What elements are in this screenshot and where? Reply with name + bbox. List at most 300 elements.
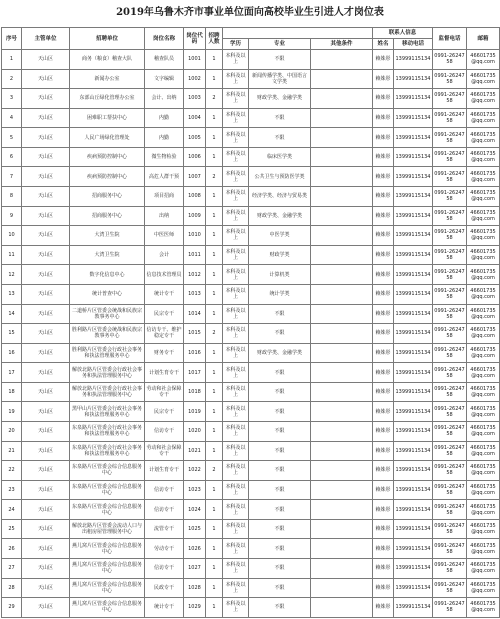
contact-name-cell: 赖姝彤 xyxy=(373,598,394,618)
header-supervise: 监督电话 xyxy=(433,28,467,50)
unit-cell: 东泉路片区管委会综合信息服务中心 xyxy=(70,480,145,500)
seq-cell: 29 xyxy=(2,598,22,618)
contact-name-cell: 赖姝彤 xyxy=(373,500,394,520)
major-cell: 统计学类 xyxy=(249,284,311,304)
code-cell: 1026 xyxy=(184,539,206,559)
count-cell: 1 xyxy=(206,147,223,167)
count-cell: 1 xyxy=(206,578,223,598)
other-cell xyxy=(311,480,373,500)
seq-cell: 21 xyxy=(2,441,22,461)
contact-name-cell: 赖姝彤 xyxy=(373,461,394,481)
count-cell: 1 xyxy=(206,265,223,285)
supervise-phone-cell: 0991-2624758 xyxy=(433,245,467,265)
dept-cell: 天山区 xyxy=(22,363,70,383)
supervise-phone-cell: 0991-2624758 xyxy=(433,108,467,128)
code-cell: 1028 xyxy=(184,578,206,598)
seq-cell: 7 xyxy=(2,167,22,187)
code-cell: 1018 xyxy=(184,382,206,402)
dept-cell: 天山区 xyxy=(22,559,70,579)
mobile-cell: 13999115134 xyxy=(394,402,433,422)
count-cell: 1 xyxy=(206,245,223,265)
dept-cell: 天山区 xyxy=(22,500,70,520)
count-cell: 1 xyxy=(206,539,223,559)
email-cell: 46601735@qq.com xyxy=(467,108,500,128)
header-contact: 联系人信息 xyxy=(373,28,433,39)
table-row xyxy=(2,500,500,520)
major-cell: 不限 xyxy=(249,50,311,70)
major-cell: 不限 xyxy=(249,128,311,148)
edu-cell: 本科及以上 xyxy=(223,480,249,500)
major-cell: 经济学类、经济与贸易类 xyxy=(249,187,311,207)
email-cell: 46601735@qq.com xyxy=(467,187,500,207)
dept-cell: 天山区 xyxy=(22,50,70,70)
dept-cell: 天山区 xyxy=(22,421,70,441)
seq-cell: 25 xyxy=(2,519,22,539)
table-row xyxy=(2,363,500,383)
table-row xyxy=(2,539,500,559)
post-cell: 民政专干 xyxy=(145,578,184,598)
unit-cell: 招商服务中心 xyxy=(70,206,145,226)
mobile-cell: 13999115134 xyxy=(394,343,433,363)
supervise-phone-cell: 0991-2624758 xyxy=(433,382,467,402)
post-cell: 会计、出纳 xyxy=(145,89,184,109)
unit-cell: 解放北路片区管委会行政社会事务和执法管理服务中心 xyxy=(70,382,145,402)
table-row xyxy=(2,402,500,422)
edu-cell: 本科及以上 xyxy=(223,167,249,187)
unit-cell: 新闻办公室 xyxy=(70,69,145,89)
unit-cell: 东泉路片区管委会行政社会事务和执法管理服务中心 xyxy=(70,421,145,441)
contact-name-cell: 赖姝彤 xyxy=(373,402,394,422)
supervise-phone-cell: 0991-2624758 xyxy=(433,89,467,109)
other-cell xyxy=(311,500,373,520)
major-cell: 不限 xyxy=(249,441,311,461)
other-cell xyxy=(311,50,373,70)
unit-cell: 东泉路片区管委会综合信息服务中心 xyxy=(70,461,145,481)
post-cell: 内勤 xyxy=(145,108,184,128)
mobile-cell: 13999115134 xyxy=(394,304,433,324)
post-cell: 统计专干 xyxy=(145,598,184,618)
count-cell: 1 xyxy=(206,421,223,441)
other-cell xyxy=(311,226,373,246)
code-cell: 1016 xyxy=(184,343,206,363)
edu-cell: 本科及以上 xyxy=(223,402,249,422)
other-cell xyxy=(311,441,373,461)
table-row xyxy=(2,421,500,441)
email-cell: 46601735@qq.com xyxy=(467,206,500,226)
seq-cell: 23 xyxy=(2,480,22,500)
contact-name-cell: 赖姝彤 xyxy=(373,559,394,579)
contact-name-cell: 赖姝彤 xyxy=(373,519,394,539)
mobile-cell: 13999115134 xyxy=(394,128,433,148)
email-cell: 46601735@qq.com xyxy=(467,343,500,363)
unit-cell: 东部山丘绿化管理办公室 xyxy=(70,89,145,109)
other-cell xyxy=(311,598,373,618)
supervise-phone-cell: 0991-2624758 xyxy=(433,441,467,461)
major-cell: 中医学类 xyxy=(249,226,311,246)
supervise-phone-cell: 0991-2624758 xyxy=(433,598,467,618)
unit-cell: 燕儿窝片区管委会综合信息服务中心 xyxy=(70,598,145,618)
post-cell: 会计 xyxy=(145,245,184,265)
dept-cell: 天山区 xyxy=(22,128,70,148)
email-cell: 46601735@qq.com xyxy=(467,480,500,500)
other-cell xyxy=(311,402,373,422)
code-cell: 1015 xyxy=(184,324,206,344)
count-cell: 2 xyxy=(206,461,223,481)
unit-cell: 燕儿窝片区管委会综合信息服务中心 xyxy=(70,559,145,579)
other-cell xyxy=(311,284,373,304)
post-cell: 项目招商 xyxy=(145,187,184,207)
code-cell: 1007 xyxy=(184,167,206,187)
table-row xyxy=(2,108,500,128)
major-cell: 不限 xyxy=(249,539,311,559)
unit-cell: 招商服务中心 xyxy=(70,187,145,207)
supervise-phone-cell: 0991-2624758 xyxy=(433,187,467,207)
mobile-cell: 13999115134 xyxy=(394,50,433,70)
email-cell: 46601735@qq.com xyxy=(467,441,500,461)
table-row xyxy=(2,245,500,265)
seq-cell: 11 xyxy=(2,245,22,265)
major-cell: 财政学类、金融学类 xyxy=(249,343,311,363)
contact-name-cell: 赖姝彤 xyxy=(373,128,394,148)
edu-cell: 本科及以上 xyxy=(223,50,249,70)
header-unit: 招聘单位 xyxy=(70,28,145,50)
seq-cell: 16 xyxy=(2,343,22,363)
unit-cell: 困难职工帮扶中心 xyxy=(70,108,145,128)
unit-cell: 解放北路片区管委会流动人口与出租房屋管理服务中心 xyxy=(70,519,145,539)
other-cell xyxy=(311,382,373,402)
post-cell: 信访专干 xyxy=(145,559,184,579)
seq-cell: 9 xyxy=(2,206,22,226)
email-cell: 46601735@qq.com xyxy=(467,284,500,304)
supervise-phone-cell: 0991-2624758 xyxy=(433,363,467,383)
mobile-cell: 13999115134 xyxy=(394,265,433,285)
edu-cell: 本科及以上 xyxy=(223,89,249,109)
count-cell: 1 xyxy=(206,363,223,383)
post-cell: 财务专干 xyxy=(145,343,184,363)
count-cell: 1 xyxy=(206,128,223,148)
seq-cell: 3 xyxy=(2,89,22,109)
table-row xyxy=(2,343,500,363)
email-cell: 46601735@qq.com xyxy=(467,363,500,383)
table-row xyxy=(2,89,500,109)
major-cell: 财政学类 xyxy=(249,245,311,265)
dept-cell: 天山区 xyxy=(22,226,70,246)
header-post: 岗位名称 xyxy=(145,28,184,50)
dept-cell: 天山区 xyxy=(22,284,70,304)
table-row xyxy=(2,187,500,207)
edu-cell: 本科及以上 xyxy=(223,245,249,265)
email-cell: 46601735@qq.com xyxy=(467,50,500,70)
contact-name-cell: 赖姝彤 xyxy=(373,421,394,441)
code-cell: 1029 xyxy=(184,598,206,618)
mobile-cell: 13999115134 xyxy=(394,147,433,167)
contact-name-cell: 赖姝彤 xyxy=(373,89,394,109)
table-row xyxy=(2,147,500,167)
edu-cell: 本科及以上 xyxy=(223,265,249,285)
edu-cell: 本科及以上 xyxy=(223,519,249,539)
mobile-cell: 13999115134 xyxy=(394,421,433,441)
other-cell xyxy=(311,461,373,481)
other-cell xyxy=(311,363,373,383)
major-cell: 不限 xyxy=(249,500,311,520)
major-cell: 不限 xyxy=(249,108,311,128)
edu-cell: 本科及以上 xyxy=(223,382,249,402)
edu-cell: 本科及以上 xyxy=(223,598,249,618)
post-cell: 流管专干 xyxy=(145,519,184,539)
email-cell: 46601735@qq.com xyxy=(467,402,500,422)
contact-name-cell: 赖姝彤 xyxy=(373,147,394,167)
major-cell: 临床医学类 xyxy=(249,147,311,167)
code-cell: 1013 xyxy=(184,284,206,304)
code-cell: 1006 xyxy=(184,147,206,167)
table-row xyxy=(2,284,500,304)
seq-cell: 10 xyxy=(2,226,22,246)
edu-cell: 本科及以上 xyxy=(223,363,249,383)
email-cell: 46601735@qq.com xyxy=(467,128,500,148)
code-cell: 1003 xyxy=(184,89,206,109)
email-cell: 46601735@qq.com xyxy=(467,539,500,559)
code-cell: 1009 xyxy=(184,206,206,226)
other-cell xyxy=(311,167,373,187)
table-row xyxy=(2,480,500,500)
seq-cell: 18 xyxy=(2,382,22,402)
other-cell xyxy=(311,559,373,579)
contact-name-cell: 赖姝彤 xyxy=(373,265,394,285)
contact-name-cell: 赖姝彤 xyxy=(373,441,394,461)
count-cell: 1 xyxy=(206,304,223,324)
edu-cell: 本科及以上 xyxy=(223,539,249,559)
code-cell: 1025 xyxy=(184,519,206,539)
count-cell: 1 xyxy=(206,206,223,226)
dept-cell: 天山区 xyxy=(22,206,70,226)
post-cell: 信访专干 xyxy=(145,500,184,520)
code-cell: 1020 xyxy=(184,421,206,441)
table-row xyxy=(2,265,500,285)
major-cell: 不限 xyxy=(249,324,311,344)
post-cell: 劳动和社会保障专干 xyxy=(145,441,184,461)
dept-cell: 天山区 xyxy=(22,245,70,265)
mobile-cell: 13999115134 xyxy=(394,500,433,520)
seq-cell: 5 xyxy=(2,128,22,148)
code-cell: 1005 xyxy=(184,128,206,148)
email-cell: 46601735@qq.com xyxy=(467,69,500,89)
post-cell: 信息技术管理员 xyxy=(145,265,184,285)
code-cell: 1001 xyxy=(184,50,206,70)
page-title: 2019年乌鲁木齐市事业单位面向高校毕业生引进人才岗位表 xyxy=(116,7,384,18)
unit-cell: 数字化信息中心 xyxy=(70,265,145,285)
post-cell: 中医医师 xyxy=(145,226,184,246)
seq-cell: 26 xyxy=(2,539,22,559)
count-cell: 1 xyxy=(206,50,223,70)
edu-cell: 本科及以上 xyxy=(223,441,249,461)
unit-cell: 胜利路片区管委会行政社会事务和执法管理服务中心 xyxy=(70,343,145,363)
mobile-cell: 13999115134 xyxy=(394,89,433,109)
major-cell: 财政学类、金融学类 xyxy=(249,89,311,109)
seq-cell: 17 xyxy=(2,363,22,383)
header-edu: 学历 xyxy=(223,39,249,50)
unit-cell: 黑甲山片区管委会行政社会事务和执法管理服务中心 xyxy=(70,402,145,422)
supervise-phone-cell: 0991-2624758 xyxy=(433,480,467,500)
major-cell: 不限 xyxy=(249,519,311,539)
contact-name-cell: 赖姝彤 xyxy=(373,578,394,598)
code-cell: 1002 xyxy=(184,69,206,89)
code-cell: 1014 xyxy=(184,304,206,324)
major-cell: 不限 xyxy=(249,402,311,422)
post-cell: 劳动专干 xyxy=(145,539,184,559)
dept-cell: 天山区 xyxy=(22,167,70,187)
table-row xyxy=(2,461,500,481)
post-cell: 计划生育专干 xyxy=(145,363,184,383)
table-row xyxy=(2,382,500,402)
edu-cell: 本科及以上 xyxy=(223,461,249,481)
contact-name-cell: 赖姝彤 xyxy=(373,284,394,304)
email-cell: 46601735@qq.com xyxy=(467,500,500,520)
supervise-phone-cell: 0991-2624758 xyxy=(433,167,467,187)
mobile-cell: 13999115134 xyxy=(394,245,433,265)
post-cell: 民宗专干 xyxy=(145,402,184,422)
supervise-phone-cell: 0991-2624758 xyxy=(433,50,467,70)
header-requirements-group xyxy=(223,28,373,39)
seq-cell: 14 xyxy=(2,304,22,324)
email-cell: 46601735@qq.com xyxy=(467,382,500,402)
dept-cell: 天山区 xyxy=(22,519,70,539)
dept-cell: 天山区 xyxy=(22,69,70,89)
code-cell: 1012 xyxy=(184,265,206,285)
post-cell: 信访专干 xyxy=(145,480,184,500)
supervise-phone-cell: 0991-2624758 xyxy=(433,128,467,148)
count-cell: 2 xyxy=(206,89,223,109)
count-cell: 1 xyxy=(206,382,223,402)
supervise-phone-cell: 0991-2624758 xyxy=(433,500,467,520)
unit-cell: 东泉路片区管委会综合信息服务中心 xyxy=(70,500,145,520)
other-cell xyxy=(311,265,373,285)
edu-cell: 本科及以上 xyxy=(223,69,249,89)
code-cell: 1011 xyxy=(184,245,206,265)
unit-cell: 商务（粮食）稽查大队 xyxy=(70,50,145,70)
mobile-cell: 13999115134 xyxy=(394,578,433,598)
supervise-phone-cell: 0991-2624758 xyxy=(433,206,467,226)
seq-cell: 22 xyxy=(2,461,22,481)
post-cell: 内勤 xyxy=(145,128,184,148)
count-cell: 1 xyxy=(206,284,223,304)
table-body xyxy=(2,50,500,618)
unit-cell: 大湾卫生院 xyxy=(70,245,145,265)
email-cell: 46601735@qq.com xyxy=(467,324,500,344)
table-row xyxy=(2,69,500,89)
email-cell: 46601735@qq.com xyxy=(467,167,500,187)
edu-cell: 本科及以上 xyxy=(223,147,249,167)
table-row xyxy=(2,167,500,187)
seq-cell: 13 xyxy=(2,284,22,304)
table-row xyxy=(2,128,500,148)
major-cell: 公共卫生与预防医学类 xyxy=(249,167,311,187)
supervise-phone-cell: 0991-2624758 xyxy=(433,324,467,344)
major-cell: 不限 xyxy=(249,598,311,618)
unit-cell: 疾病预防控制中心 xyxy=(70,167,145,187)
supervise-phone-cell: 0991-2624758 xyxy=(433,421,467,441)
positions-table xyxy=(1,27,500,618)
dept-cell: 天山区 xyxy=(22,265,70,285)
contact-name-cell: 赖姝彤 xyxy=(373,108,394,128)
post-cell: 劳动和社会保障专干 xyxy=(145,382,184,402)
supervise-phone-cell: 0991-2624758 xyxy=(433,69,467,89)
major-cell: 不限 xyxy=(249,480,311,500)
dept-cell: 天山区 xyxy=(22,108,70,128)
contact-name-cell: 赖姝彤 xyxy=(373,50,394,70)
header-dept: 主管单位 xyxy=(22,28,70,50)
unit-cell: 大湾卫生院 xyxy=(70,226,145,246)
email-cell: 46601735@qq.com xyxy=(467,519,500,539)
count-cell: 1 xyxy=(206,402,223,422)
contact-name-cell: 赖姝彤 xyxy=(373,304,394,324)
post-cell: 文字编辑 xyxy=(145,69,184,89)
edu-cell: 本科及以上 xyxy=(223,343,249,363)
count-cell: 1 xyxy=(206,108,223,128)
unit-cell: 统计普查中心 xyxy=(70,284,145,304)
mobile-cell: 13999115134 xyxy=(394,598,433,618)
dept-cell: 天山区 xyxy=(22,578,70,598)
count-cell: 1 xyxy=(206,343,223,363)
unit-cell: 人民广场绿化管理处 xyxy=(70,128,145,148)
edu-cell: 本科及以上 xyxy=(223,187,249,207)
contact-name-cell: 赖姝彤 xyxy=(373,245,394,265)
email-cell: 46601735@qq.com xyxy=(467,245,500,265)
count-cell: 2 xyxy=(206,167,223,187)
post-cell: 微生物检验 xyxy=(145,147,184,167)
other-cell xyxy=(311,304,373,324)
supervise-phone-cell: 0991-2624758 xyxy=(433,147,467,167)
table-row xyxy=(2,324,500,344)
post-cell: 统计专干 xyxy=(145,284,184,304)
dept-cell: 天山区 xyxy=(22,480,70,500)
contact-name-cell: 赖姝彤 xyxy=(373,69,394,89)
seq-cell: 6 xyxy=(2,147,22,167)
code-cell: 1010 xyxy=(184,226,206,246)
table-row xyxy=(2,578,500,598)
seq-cell: 19 xyxy=(2,402,22,422)
header-row-top xyxy=(2,28,500,39)
count-cell: 1 xyxy=(206,519,223,539)
edu-cell: 本科及以上 xyxy=(223,324,249,344)
table-row xyxy=(2,206,500,226)
dept-cell: 天山区 xyxy=(22,343,70,363)
post-cell: 高危人群干预 xyxy=(145,167,184,187)
supervise-phone-cell: 0991-2624758 xyxy=(433,539,467,559)
other-cell xyxy=(311,539,373,559)
email-cell: 46601735@qq.com xyxy=(467,461,500,481)
contact-name-cell: 赖姝彤 xyxy=(373,363,394,383)
code-cell: 1017 xyxy=(184,363,206,383)
seq-cell: 2 xyxy=(2,69,22,89)
dept-cell: 天山区 xyxy=(22,304,70,324)
mobile-cell: 13999115134 xyxy=(394,226,433,246)
mobile-cell: 13999115134 xyxy=(394,480,433,500)
dept-cell: 天山区 xyxy=(22,441,70,461)
seq-cell: 4 xyxy=(2,108,22,128)
contact-name-cell: 赖姝彤 xyxy=(373,324,394,344)
mobile-cell: 13999115134 xyxy=(394,187,433,207)
supervise-phone-cell: 0991-2624758 xyxy=(433,402,467,422)
code-cell: 1024 xyxy=(184,500,206,520)
major-cell: 不限 xyxy=(249,363,311,383)
other-cell xyxy=(311,69,373,89)
post-cell: 计划生育专干 xyxy=(145,461,184,481)
mobile-cell: 13999115134 xyxy=(394,382,433,402)
major-cell: 不限 xyxy=(249,421,311,441)
edu-cell: 本科及以上 xyxy=(223,284,249,304)
header-other: 其他条件 xyxy=(311,39,373,50)
unit-cell: 疾病预防控制中心 xyxy=(70,147,145,167)
